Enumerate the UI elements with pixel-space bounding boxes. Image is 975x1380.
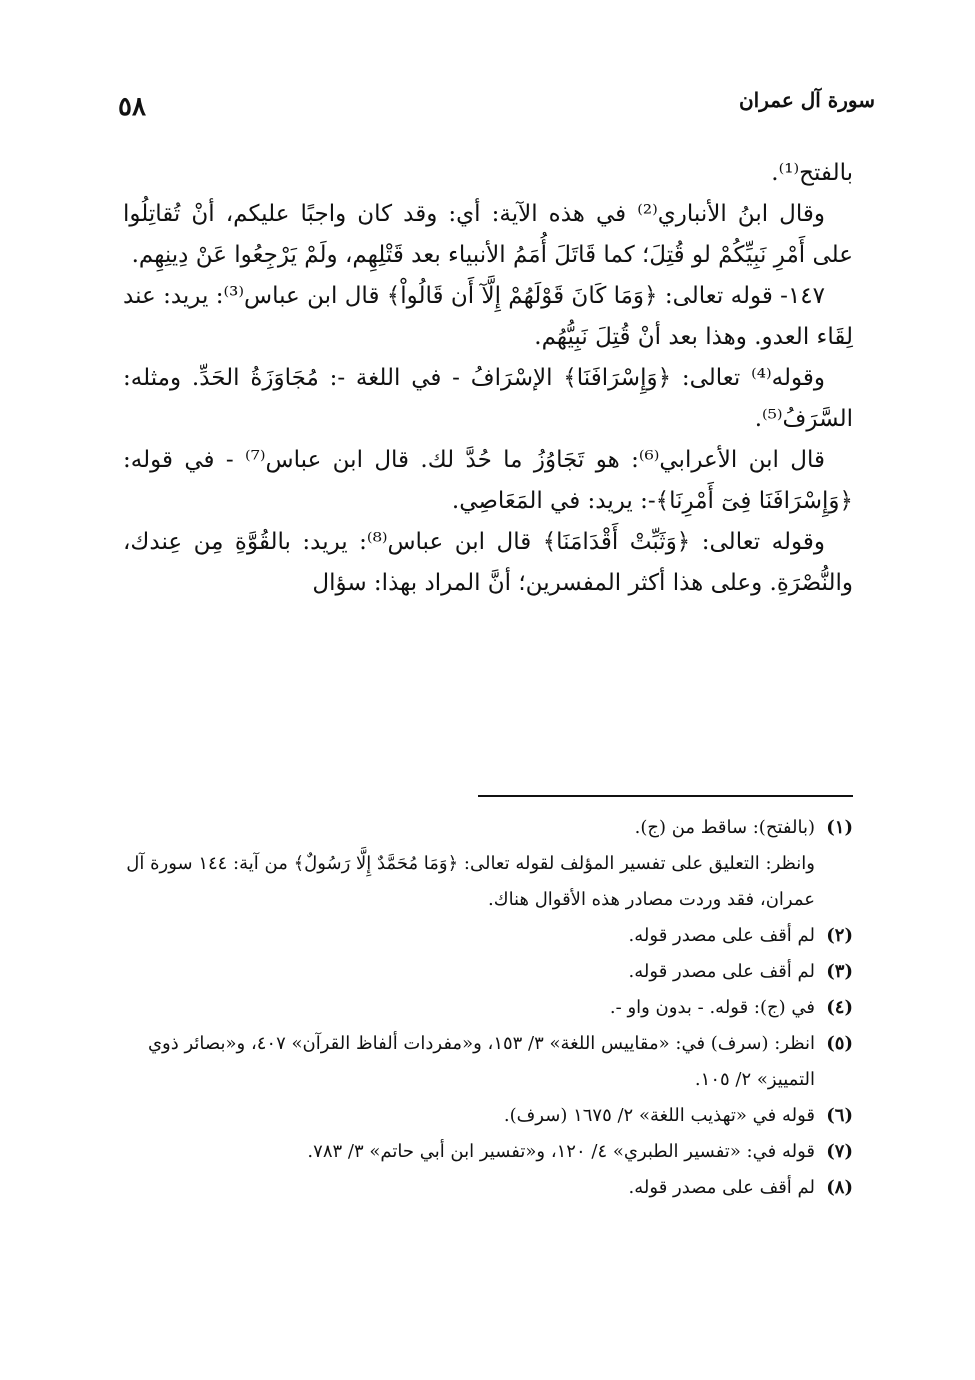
paragraph-6: وقوله تعالى: ﴿وَثَبِّتْ أَقْدَامَنَا﴾ قال ابن عباس⁽⁸⁾: يريد: بالقُوَّةِ مِن عِندك، والنُّصْرَةِ. وعلى هذا أكثر المفسرين؛ أنَّ المراد بهذا: سؤال: [123, 529, 853, 596]
page-header: [100, 88, 875, 128]
footnote-text: لم أقف على مصدر قوله.: [628, 961, 815, 982]
footnote-number: (٧): [826, 1141, 853, 1162]
footnote-number: (٥): [826, 1033, 853, 1054]
footnote-separator: [478, 795, 853, 797]
paragraph-5: قال ابن الأعرابي⁽⁶⁾: هو تَجَاوُزُ ما حُدَّ لك. قال ابن عباس⁽⁷⁾ - في قوله: ﴿وَإِسْرَافَنَا فِىٓ أَمْرِنَا﴾-: يريد: في المَعَاصِي.: [123, 447, 853, 514]
paragraph-2: وقال ابنُ الأنباري⁽²⁾ في هذه الآية: أي: وقد كان واجبًا عليكم، أنْ تُقاتِلُوا على أَمْرِ نَبِيِّكُمْ لو قُتِلَ؛ كما قَاتَلَ أُمَمُ الأنبياء بعد قَتْلِهِم، ولَمْ يَرْجِعُوا عَنْ دِينِهِم.: [123, 201, 853, 268]
main-text: [123, 153, 853, 604]
footnote-text: وانظر: التعليق على تفسير المؤلف لقوله تعالى: ﴿وَمَا مُحَمَّدٌ إِلَّا رَسُولٌ﴾ من آية: ١٤٤ سورة آل عمران، فقد وردت مصادر هذه الأقوال هناك.: [126, 853, 815, 910]
footnote-text: (بالفتح): ساقط من (ج).: [634, 817, 815, 838]
footnote-number: (٦): [826, 1105, 853, 1126]
paragraph-4: وقوله⁽⁴⁾ تعالى: ﴿وَإِسْرَافَنَا﴾ الإسْرَافُ - في اللغة -: مُجَاوَزَةُ الحَدِّ. ومثله: السَّرَفُ⁽⁵⁾.: [123, 365, 853, 432]
footnote-text: قوله في «تهذيب اللغة» ٢/ ١٦٧٥ (سرف).: [503, 1105, 815, 1126]
footnote-6: [123, 1098, 853, 1134]
page-number: ٥٨: [118, 92, 146, 122]
footnote-7: [123, 1134, 853, 1170]
footnote-number: (٨): [826, 1177, 853, 1198]
footnote-number: (٣): [826, 961, 853, 982]
footnote-number: (١): [826, 817, 853, 838]
footnote-3: [123, 954, 853, 990]
paragraph-1: بالفتح⁽¹⁾.: [771, 160, 853, 186]
footnote-2: [123, 918, 853, 954]
footnote-text: قوله في: «تفسير الطبري» ٤/ ١٢٠، و«تفسير ابن أبي حاتم» ٣/ ٧٨٣.: [307, 1141, 815, 1162]
footnote-text: انظر: (سرف) في: «مقاييس اللغة» ٣/ ١٥٣، و«مفردات ألفاظ القرآن» ٤٠٧، و«بصائر ذوي التمييز» ٢/ ١٠٥.: [147, 1033, 815, 1090]
footnote-4: [123, 990, 853, 1026]
footnote-1: [123, 810, 853, 918]
footnote-number: (٤): [826, 997, 853, 1018]
footnote-text: في (ج): قوله. - بدون واو -.: [609, 997, 815, 1018]
footnote-text: لم أقف على مصدر قوله.: [628, 1177, 815, 1198]
footnote-number: (٢): [826, 925, 853, 946]
footnotes: [123, 810, 853, 1206]
paragraph-3: ١٤٧- قوله تعالى: ﴿وَمَا كَانَ قَوْلَهُمْ إِلَّآ أَن قَالُواْ﴾ قال ابن عباس⁽³⁾: يريد: عند لِقَاء العدو. وهذا بعد أنْ قُتِلَ نَبِيُّهُم.: [123, 283, 853, 350]
footnote-5: [123, 1026, 853, 1098]
footnote-8: [123, 1170, 853, 1206]
footnote-text: لم أقف على مصدر قوله.: [628, 925, 815, 946]
running-title: سورة آل عمران: [738, 88, 875, 112]
